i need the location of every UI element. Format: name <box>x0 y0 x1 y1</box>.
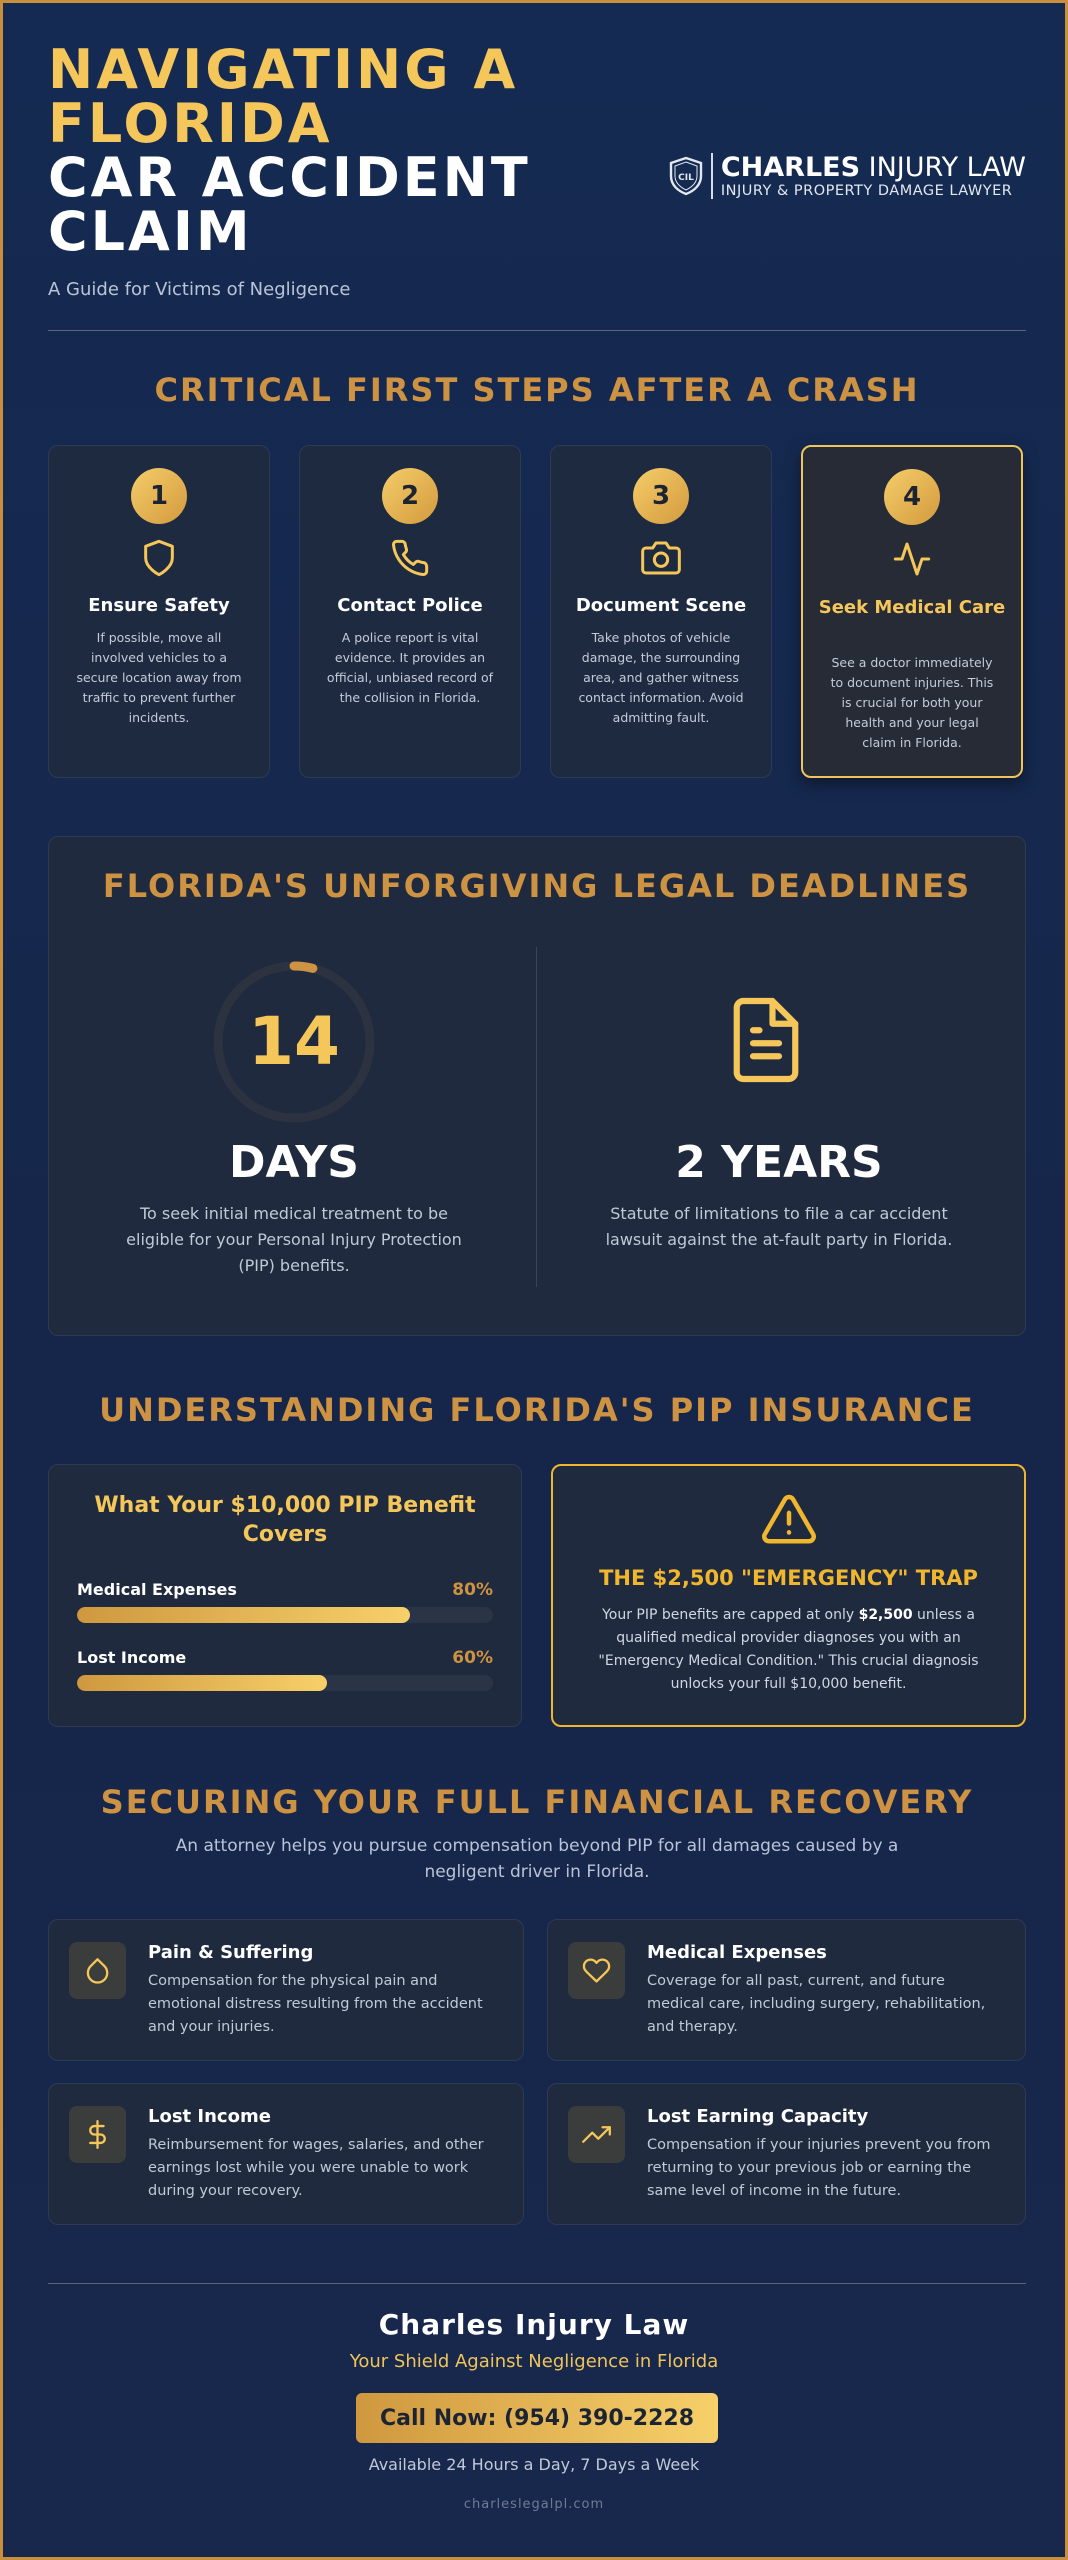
step-text: See a doctor immediately to document injuries. This is crucial for both your health and your legal claim in Florida. <box>830 655 994 750</box>
bar-fill-medical <box>77 1607 410 1623</box>
step-text: A police report is vital evidence. It provides an official, unbiased record of the collision in Florida. <box>326 630 494 705</box>
trending-up-icon <box>582 2120 611 2149</box>
recovery-item-title: Lost Earning Capacity <box>647 2106 869 2127</box>
footer-availability: Available 24 Hours a Day, 7 Days a Week <box>368 2455 700 2474</box>
step-title: Ensure Safety <box>88 595 230 616</box>
years-text: Statute of limitations to file a car accident lawsuit against the at-fault party in Florida. <box>605 1204 953 1249</box>
step-number: 4 <box>884 469 940 525</box>
heartbeat-icon <box>892 539 932 579</box>
call-now-button[interactable]: Call Now: (954) 390-2228 <box>356 2393 718 2443</box>
document-icon <box>727 997 805 1083</box>
droplet-icon <box>83 1956 112 1985</box>
step-card-2 <box>299 445 521 778</box>
step-card-3 <box>550 445 772 778</box>
logo <box>669 153 1026 199</box>
recovery-card-capacity <box>547 2083 1026 2225</box>
recovery-intro: An attorney helps you pursue compensation beyond PIP for all damages caused by a negligent driver in Florida. <box>175 1836 899 1882</box>
recovery-item-title: Lost Income <box>148 2106 271 2127</box>
step-title: Contact Police <box>337 595 483 616</box>
header <box>48 38 1026 300</box>
step-number: 2 <box>382 468 438 524</box>
recovery-item-text: Compensation if your injuries prevent you from returning to your previous job or earning the same level of income in the future. <box>647 2137 991 2199</box>
recovery-card-pain <box>48 1919 524 2061</box>
shield-logo-icon <box>669 156 703 196</box>
days-label: DAYS <box>229 1137 359 1188</box>
heart-icon <box>582 1956 611 1985</box>
bar-track-income <box>77 1675 493 1691</box>
recovery-item-title: Pain & Suffering <box>148 1942 314 1963</box>
logo-monogram: CIL <box>678 173 694 183</box>
shield-icon <box>139 538 179 578</box>
footer-tagline: Your Shield Against Negligence in Florida <box>349 2351 719 2372</box>
recovery-card-income <box>48 2083 524 2225</box>
dollar-icon <box>83 2120 112 2149</box>
step-card-4 <box>801 445 1023 778</box>
recovery-item-text: Coverage for all past, current, and future medical care, including surgery, rehabilitation, and therapy. <box>647 1973 986 2035</box>
pip-title: UNDERSTANDING FLORIDA'S PIP INSURANCE <box>99 1391 975 1429</box>
step-text: Take photos of vehicle damage, the surrounding area, and gather witness contact information. Avoid admitting fault. <box>578 630 744 725</box>
title-line-3: CAR ACCIDENT <box>48 146 531 209</box>
step-title: Document Scene <box>575 595 747 616</box>
recovery-item-title: Medical Expenses <box>647 1942 827 1963</box>
subtitle: A Guide for Victims of Negligence <box>48 279 351 300</box>
recovery-item-text: Reimbursement for wages, salaries, and other earnings lost while you were unable to work during your recovery. <box>148 2137 484 2199</box>
deadlines-panel <box>48 836 1026 1336</box>
bar-percent-medical: 80% <box>452 1580 493 1600</box>
website-link[interactable]: charleslegalpl.com <box>463 2497 605 2512</box>
step-card-1 <box>48 445 270 778</box>
bar-track-medical <box>77 1607 493 1623</box>
years-label: 2 YEARS <box>675 1137 883 1188</box>
bar-fill-income <box>77 1675 327 1691</box>
step-number: 1 <box>131 468 187 524</box>
warning-icon <box>760 1494 818 1546</box>
footer-divider <box>48 2283 1026 2284</box>
title-line-2: FLORIDA <box>48 92 333 155</box>
pip-coverage-card <box>48 1464 522 1727</box>
pip-coverage-heading: What Your $10,000 PIP Benefit Covers <box>94 1493 476 1547</box>
step-text: If possible, move all involved vehicles to a secure location away from traffic to prevent further incidents. <box>76 630 242 725</box>
phone-icon <box>390 538 430 578</box>
trap-text: Your PIP benefits are capped at only $2,500 unless a qualified medical provider diagnoses you with an "Emergency Medical Condition." This crucial diagnosis unlocks your full $10,000 benefit. <box>598 1607 979 1692</box>
footer-firm-name: Charles Injury Law <box>378 2308 690 2341</box>
pip-trap-card <box>551 1464 1026 1727</box>
trap-title: THE $2,500 "EMERGENCY" TRAP <box>599 1566 978 1590</box>
bar-label-income: Lost Income <box>77 1648 187 1667</box>
deadlines-title: FLORIDA'S UNFORGIVING LEGAL DEADLINES <box>102 867 972 905</box>
deadlines-divider <box>536 947 537 1287</box>
title-line-1: NAVIGATING A <box>48 38 519 101</box>
bar-percent-income: 60% <box>452 1648 493 1668</box>
steps-title: CRITICAL FIRST STEPS AFTER A CRASH <box>154 371 920 409</box>
recovery-item-text: Compensation for the physical pain and emotional distress resulting from the accident and your injuries. <box>148 1973 483 2035</box>
recovery-title: SECURING YOUR FULL FINANCIAL RECOVERY <box>100 1783 974 1821</box>
step-number: 3 <box>633 468 689 524</box>
step-title: Seek Medical Care <box>818 597 1006 618</box>
recovery-card-medical <box>547 1919 1026 2061</box>
logo-tagline: INJURY & PROPERTY DAMAGE LAWYER <box>720 183 1013 199</box>
header-divider <box>48 330 1026 331</box>
days-text: To seek initial medical treatment to be eligible for your Personal Injury Protection (PIP) benefits. <box>126 1204 462 1275</box>
bar-label-medical: Medical Expenses <box>77 1580 237 1599</box>
days-number: 14 <box>248 1003 340 1080</box>
title-line-4: CLAIM <box>48 200 253 263</box>
camera-icon <box>641 538 681 578</box>
logo-brand: CHARLES INJURY LAW <box>720 152 1026 183</box>
